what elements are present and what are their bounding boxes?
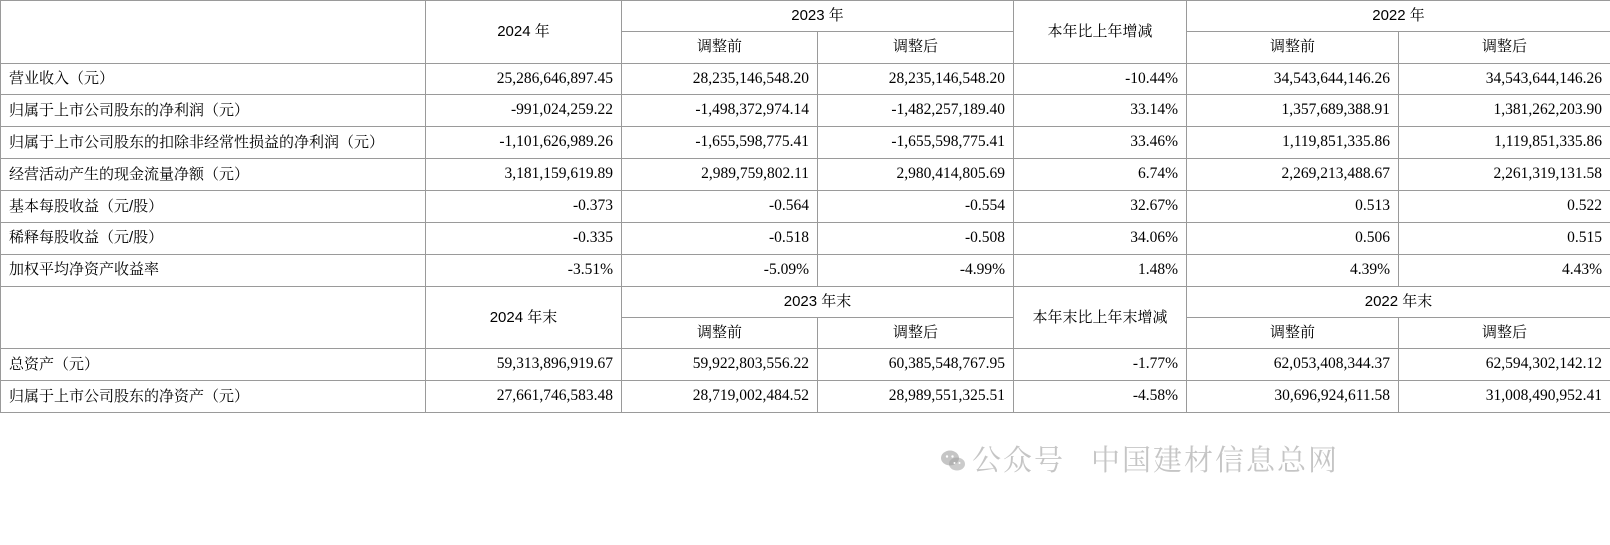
header-2022-after-adjust: 调整后 [1399,32,1610,63]
row-label: 归属于上市公司股东的净资产（元） [1,381,426,413]
cell-2023-before: 28,719,002,484.52 [622,381,818,413]
cell-2024: 27,661,746,583.48 [426,381,622,413]
cell-2023-after: 28,235,146,548.20 [818,63,1014,95]
cell-2024: -0.373 [426,191,622,223]
header-2023-end-after-adjust: 调整后 [818,318,1014,349]
table-row [1,223,1610,255]
row-label: 营业收入（元） [1,63,426,95]
header-year-2024: 2024 年 [426,1,622,64]
row-label: 加权平均净资产收益率 [1,255,426,287]
cell-2022-after: 34,543,644,146.26 [1399,63,1610,95]
watermark-site-label: 中国建材信息总网 [1091,445,1340,477]
cell-2023-before: 2,989,759,802.11 [622,159,818,191]
row-label: 归属于上市公司股东的净利润（元） [1,95,426,127]
header-empty-corner-2 [1,286,426,349]
cell-2023-after: -4.99% [818,255,1014,287]
cell-2024: 25,286,646,897.45 [426,63,622,95]
wechat-icon [940,448,966,474]
cell-2022-after: 2,261,319,131.58 [1399,159,1610,191]
cell-2022-before: 62,053,408,344.37 [1187,349,1399,381]
cell-change: 33.46% [1014,127,1187,159]
header-year-end-2023-group: 2023 年末 [622,286,1014,317]
cell-change: 34.06% [1014,223,1187,255]
cell-2022-before: 0.513 [1187,191,1399,223]
cell-change: 1.48% [1014,255,1187,287]
header-row-top-section2 [1,286,1610,317]
cell-2023-before: 59,922,803,556.22 [622,349,818,381]
header-2022-before-adjust: 调整前 [1187,32,1399,63]
cell-change: 33.14% [1014,95,1187,127]
cell-2023-after: -1,655,598,775.41 [818,127,1014,159]
cell-2024: 59,313,896,919.67 [426,349,622,381]
cell-2022-before: 2,269,213,488.67 [1187,159,1399,191]
watermark-overlay [940,438,1339,479]
cell-2023-after: -0.554 [818,191,1014,223]
cell-2023-after: 28,989,551,325.51 [818,381,1014,413]
cell-2023-before: -1,498,372,974.14 [622,95,818,127]
row-label: 基本每股收益（元/股） [1,191,426,223]
cell-2022-after: 62,594,302,142.12 [1399,349,1610,381]
row-label: 总资产（元） [1,349,426,381]
cell-2022-after: 31,008,490,952.41 [1399,381,1610,413]
cell-2023-after: -0.508 [818,223,1014,255]
cell-2022-before: 0.506 [1187,223,1399,255]
header-2022-end-before-adjust: 调整前 [1187,318,1399,349]
cell-2023-before: 28,235,146,548.20 [622,63,818,95]
cell-2023-after: 2,980,414,805.69 [818,159,1014,191]
header-2022-end-after-adjust: 调整后 [1399,318,1610,349]
cell-change: -1.77% [1014,349,1187,381]
table-row [1,63,1610,95]
cell-2022-after: 0.522 [1399,191,1610,223]
table-row [1,127,1610,159]
cell-2022-after: 0.515 [1399,223,1610,255]
cell-2023-before: -1,655,598,775.41 [622,127,818,159]
cell-2023-after: 60,385,548,767.95 [818,349,1014,381]
header-change-end-group: 本年末比上年末增减 [1014,286,1187,349]
header-2023-before-adjust: 调整前 [622,32,818,63]
header-row-top-section1 [1,1,1610,32]
cell-2023-after: -1,482,257,189.40 [818,95,1014,127]
row-label: 归属于上市公司股东的扣除非经常性损益的净利润（元） [1,127,426,159]
cell-2022-before: 1,357,689,388.91 [1187,95,1399,127]
cell-2022-after: 1,119,851,335.86 [1399,127,1610,159]
cell-2024: -3.51% [426,255,622,287]
cell-2024: -991,024,259.22 [426,95,622,127]
cell-2022-after: 4.43% [1399,255,1610,287]
cell-change: 32.67% [1014,191,1187,223]
table-row [1,191,1610,223]
cell-change: -10.44% [1014,63,1187,95]
cell-2022-after: 1,381,262,203.90 [1399,95,1610,127]
row-label: 稀释每股收益（元/股） [1,223,426,255]
cell-change: -4.58% [1014,381,1187,413]
cell-2023-before: -0.518 [622,223,818,255]
header-year-2023-group: 2023 年 [622,1,1014,32]
table-row [1,381,1610,413]
header-year-end-2022-group: 2022 年末 [1187,286,1610,317]
table-row [1,349,1610,381]
cell-2022-before: 4.39% [1187,255,1399,287]
cell-2024: -1,101,626,989.26 [426,127,622,159]
watermark-account-label: 公众号 [972,445,1066,477]
table-row [1,255,1610,287]
cell-2024: -0.335 [426,223,622,255]
table-row [1,95,1610,127]
cell-2024: 3,181,159,619.89 [426,159,622,191]
cell-change: 6.74% [1014,159,1187,191]
table-row [1,159,1610,191]
cell-2022-before: 34,543,644,146.26 [1187,63,1399,95]
header-year-2022-group: 2022 年 [1187,1,1610,32]
cell-2022-before: 30,696,924,611.58 [1187,381,1399,413]
cell-2023-before: -5.09% [622,255,818,287]
header-2023-end-before-adjust: 调整前 [622,318,818,349]
header-empty-corner-1 [1,1,426,64]
cell-2023-before: -0.564 [622,191,818,223]
header-year-end-2024: 2024 年末 [426,286,622,349]
cell-2022-before: 1,119,851,335.86 [1187,127,1399,159]
row-label: 经营活动产生的现金流量净额（元） [1,159,426,191]
header-change-group: 本年比上年增减 [1014,1,1187,64]
header-2023-after-adjust: 调整后 [818,32,1014,63]
